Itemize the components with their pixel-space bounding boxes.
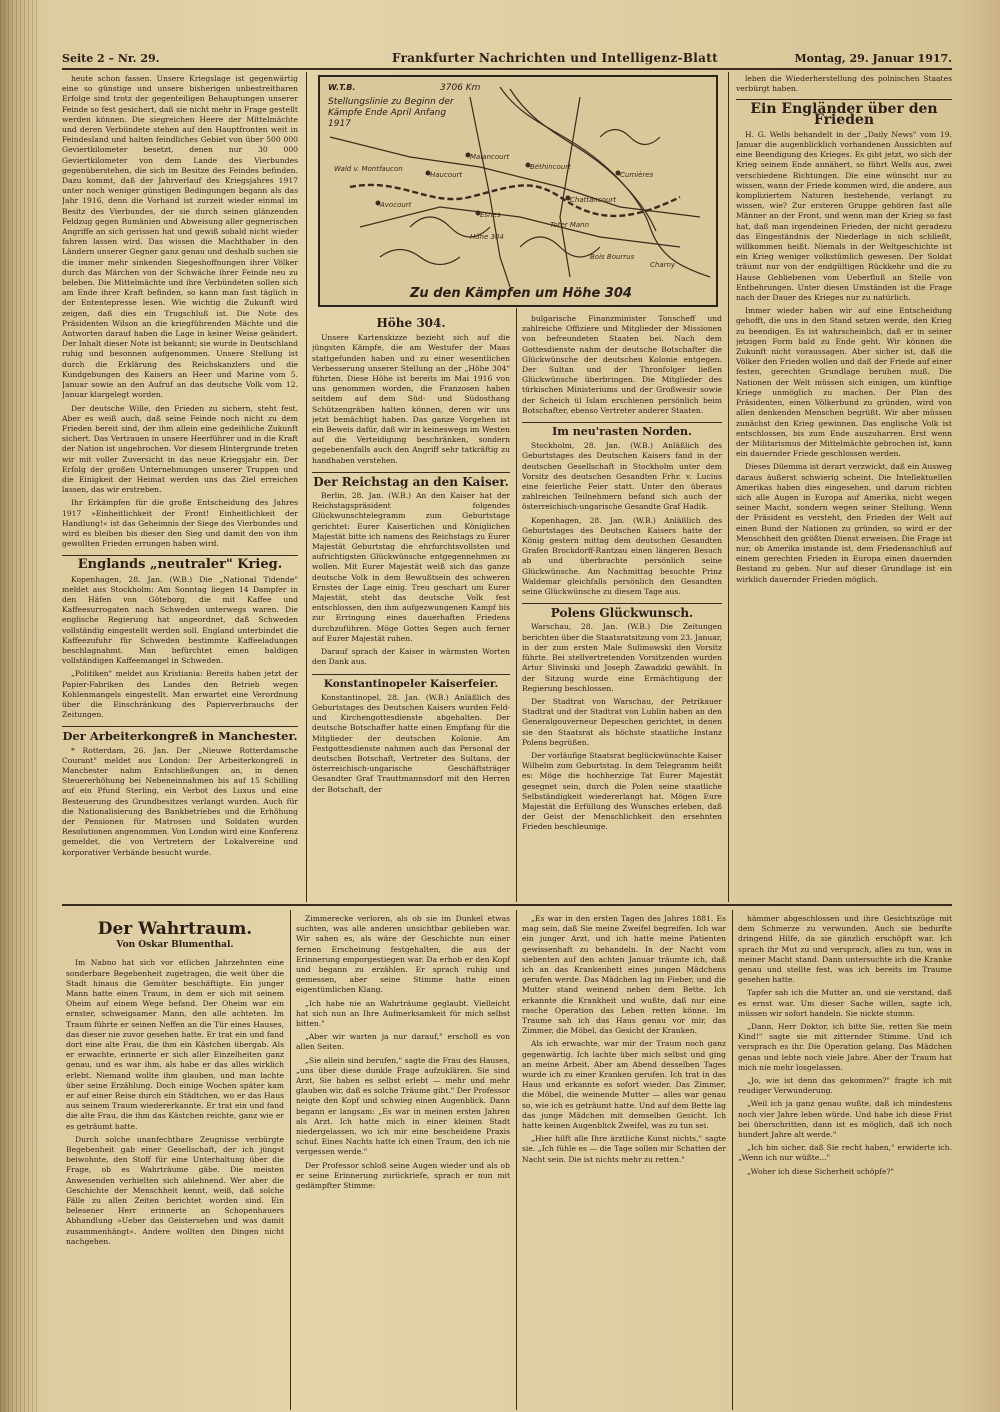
- headline-rule: [522, 603, 722, 604]
- map-source-label: W.T.B.: [328, 83, 356, 92]
- headline-rule: [62, 726, 298, 727]
- map-place-label: Charny: [650, 261, 676, 269]
- map-hill-contour: [520, 237, 600, 257]
- map-place-label: Höhe 304: [470, 233, 504, 241]
- map-place-label: Bois Bourrus: [590, 253, 635, 261]
- article-text: Ihr Erkämpfen für die große Entscheidung des Jahres 1917 »Einheitlichkeit der Front! Einheitlichkeit der Handlung!« ist das Geheimnis der Siege des Vierbundes und wird es bleiben bis dieser den Sieg und damit den von ihm gewollten Frieden errungen haben wird.: [62, 498, 298, 549]
- story-text: „Ich habe nie an Wahrträume geglaubt. Vielleicht hat sich nun an Ihre Aufmerksamkeit für mich selbst bitten.": [296, 998, 510, 1029]
- map-place-label: Avocourt: [380, 201, 412, 209]
- article-text: leben die Wiederherstellung des polnischen Staates verbürgt haben.: [736, 74, 952, 94]
- headline-rule: [312, 472, 510, 473]
- column-rule: [306, 72, 307, 902]
- article-text: bulgarische Finanzminister Tonscheff und zahlreiche Offiziere und Mitglieder der Missionen von befreundeten Staaten bei. Nach dem Gottesdienste nahm der deutsche Botschafter die Glückwünsche der deutschen Kolonie entgegen. Der Sultan und der Thronfolger ließen Glückwünsche überbringen. Die Mitglieder des türkischen Ministeriums und der Großwesir sowie der Scheich ül Islam erschienen persönlich beim Botschafter, ebenso Vertreter anderer Staaten.: [522, 314, 722, 415]
- map-town-marker: [526, 163, 531, 168]
- map-town-marker: [566, 196, 571, 201]
- map-hill-contour: [380, 250, 460, 265]
- headline-neutraler-norden: Im neu'rasten Norden.: [552, 425, 692, 439]
- column-rule: [290, 910, 291, 1410]
- headline-rule: [62, 555, 298, 556]
- article-text: Darauf sprach der Kaiser in wärmsten Worten den Dank aus.: [312, 647, 510, 667]
- story-text: „Aber wir warten ja nur darauf," erscholl es von allen Seiten.: [296, 1032, 510, 1052]
- column-4: [736, 74, 952, 902]
- story-text: „Woher ich diese Sicherheit schöpfe?": [747, 1166, 895, 1176]
- story-title: Der Wahrtraum.: [97, 919, 253, 939]
- story-text: Im Nabno hat sich vor etlichen Jahrzehnten eine sonderbare Begebenheit zugetragen, die weit über die Stadt hinaus die Gemüter beschäftigte. Ein junger Mann hatte einen Traum, in dem er sich mit seinem Oheim auf einem Wege befand. Der Oheim war ein ernster, schweigsamer Mann, den alle achteten. Im Traum führte er seinen Neffen an die Tür eines Hauses, das dieser nie zuvor gesehen hatte. Er trat ein und fand dort eine alte Frau, die ihm ein Kästchen übergab. Als er erwachte, erinnerte er sich aller Einzelheiten ganz genau, und es war ihm, als habe er das alles wirklich erlebt. Niemand wollte ihm glauben, und man lachte über seine Erzählung. Doch einige Wochen später kam er auf einer Reise durch ein Städtchen, wo er das Haus aus seinem Traum wiedererkannte. Er trat ein und fand die alte Frau, die ihm das Kästchen reichte, ganz wie er es geträumt hatte.: [66, 958, 284, 1131]
- story-text: „Hier hilft alle Ihre ärztliche Kunst nichts," sagte sie. „Ich fühle es — die Tage sollen mir Schatten der Nacht sein. Die ist nichts mehr zu retten.": [522, 1134, 726, 1164]
- map-town-marker: [376, 201, 381, 206]
- map-place-label: Wald v. Montfaucon: [334, 165, 403, 173]
- story-text: „Ich bin sicher, daß Sie recht haben," erwiderte ich. „Wenn ich nur wüßte...": [738, 1143, 952, 1163]
- story-text: Zimmerecke verloren, als ob sie im Dunkel etwas suchten, was alle anderen unsichtbar geblieben war. Wir sahen es, als wäre der Geschichte nun einer fernen Erscheinung festgehalten, die aus der Erinnerung emporgestiegen war. Da erhob er den Kopf und begann zu erzählen. Er sprach ruhig und gemessen, aber seine Stimme hatte einen eigentümlichen Klang.: [296, 914, 510, 995]
- headline-englaender-frieden: Ein Engländer über den Frieden: [750, 101, 938, 128]
- map-town-marker: [616, 171, 621, 176]
- headline-englands-krieg: Englands „neutraler" Krieg.: [77, 557, 283, 573]
- map-place-label: Toter Mann: [550, 221, 590, 229]
- map-place-label: Esnes: [480, 211, 501, 219]
- story-text: „Jo, wie ist denn das gekommen?" fragte ich mit reudiger Verwunderung.: [738, 1076, 952, 1096]
- map-caption: Zu den Kämpfen um Höhe 304: [410, 286, 632, 301]
- map-town-marker: [476, 211, 481, 216]
- page-binding-edge: [0, 0, 40, 1412]
- story-text: Der Professor schloß seine Augen wieder und als ob er seine Erinnerung zurückriefe, sprach er nun mit gedämpfter Stimme:: [296, 1160, 510, 1191]
- story-text: „Weil ich ja ganz genau wußte, daß ich mindestens noch vier Jahre leben würde. Und habe ich diese Frist bei überschritten, dann ist es möglich, daß ich noch hundert Jahre alt werde.": [738, 1099, 952, 1140]
- headline-konstantinopel: Konstantinopeler Kaiserfeier.: [323, 677, 499, 690]
- article-text: „Politiken" meldet aus Kristiania: Bereits haben jetzt der Papier-Fabriken des Landes den Betrieb wegen Kohlenmangels eingestellt. Man erwartet eine Verordnung über die Einschränkung des Papierverbrauchs der Zeitungen.: [62, 669, 298, 720]
- issue-date: Montag, 29. Januar 1917.: [794, 52, 952, 65]
- page-number: Seite 2 – Nr. 29.: [62, 52, 160, 65]
- headline-rule: [312, 674, 510, 675]
- article-text: Kopenhagen, 28. Jan. (W.B.) Die „National Tidende" meldet aus Stockholm: Am Sonntag liegen 14 Dampfer in den Häfen von Göteborg, die mit Kaffee und Kaffeesurrogaten nach Schweden unterwegs waren. Die englische Regierung hat angeordnet, daß Schweden vollständig eingestellt werden soll. England unterbindet die Kaffeezufuhr für Schweden bestimmte Kaffeeladungen beschlagnahmt. Man befürchtet einen baldigen vollständigen Kaffeemangel in Schweden.: [62, 574, 298, 666]
- map-town-marker: [466, 153, 471, 158]
- article-text: Warschau, 28. Jan. (W.B.) Die Zeitungen berichten über die Staatsratsitzung vom 23. Januar, in der zum ersten Male Sulimowski den Vorsitz führte. Bei stellvertretenden Vorsitzenden wurden Artur Slivinski und Joseph Zawadzki gewählt. In der Sitzung wurde eine Ermächtigung der Regierung beschlossen.: [522, 622, 722, 693]
- article-text: Dieses Dilemma ist derart verzwickt, daß ein Ausweg daraus äußerst schwierig scheint. Die Intellektuellen Amerikas haben dies eingesehen, und darum richten sich alle Augen in Europa auf Amerika, nicht wegen seiner Macht, sondern wegen seiner Stellung. Wenn der Präsident es versteht, den Frieden der Welt auf einen Bund der Nationen zu gründen, so wird er der Menschheit den größten Dienst erweisen. Die Frage ist nur, ob Amerika imstande ist, dem Friedensschluß auf einem gerechten Frieden in Europa einen dauernden Bestand zu geben. Nur auf dieser Grundlage ist ein wirklich dauernder Frieden möglich.: [736, 462, 952, 584]
- story-text: „Es war in den ersten Tagen des Jahres 1881. Es mag sein, daß Sie meine Zweifel begreifen. Ich war ein junger Arzt, und ich hatte meine Patienten gewissenhaft zu behandeln. In der Nacht vom siebenten auf den achten Januar träumte ich, daß ich an das Krankenbett eines jungen Mädchens gerufen werde. Das Mädchen lag im Fieber, und die Mutter stand weinend neben dem Bette. Ich erkannte die Krankheit und wußte, daß nur eine rasche Operation das Leben retten könne. Im Traume sah ich das Haus genau vor mir, das Zimmer, die Möbel, das Gesicht der Kranken.: [522, 914, 726, 1036]
- column-rule: [732, 910, 733, 1410]
- column-2: [312, 314, 510, 902]
- story-text: Als ich erwachte, war mir der Traum noch ganz gegenwärtig. Ich lachte über mich selbst und ging an meine Arbeit. Aber am Abend desselben Tages wurde ich zu einer Kranken gerufen. Ich trat in das Haus und erkannte es sofort wieder. Das Zimmer, die Möbel, die weinende Mutter — alles war genau so, wie ich es geträumt hatte. Und auf dem Bette lag das junge Mädchen mit demselben Gesicht. Ich hatte keinen Augenblick Zweifel, was zu tun sei.: [522, 1039, 726, 1131]
- map-place-label: Chattancourt: [570, 196, 617, 204]
- article-text: Stockholm, 28. Jan. (W.B.) Anläßlich des Geburtstages des Deutschen Kaisers fand in der deutschen Gesellschaft in Stockholm unter dem Vorsitz des deutschen Gesandten Frhr. v. Lucius eine feierliche Feier statt. Unter den überaus zahlreichen Teilnehmern befand sich auch der österreichisch-ungarische Gesandte Graf Hadik.: [522, 441, 722, 512]
- map-scale-label: 3706 Km: [440, 83, 481, 93]
- map-road: [470, 97, 510, 287]
- article-text: * Rotterdam, 26. Jan. Der „Nieuwe Rotterdamsche Courant" meldet aus London: Der Arbeiterkongreß in Manchester nahm Entschließungen an, in denen Steuererhöhung bei Nebeneinnahmen bis auf 15 Schilling auf ein Pfund Sterling, ein Verbot des Luxus und eine Besteuerung des Grundbesitzes verlangt wurden. Auch für die Nationalisierung des Bankbetriebes und die Erhöhung der Pensionen für Matrosen und Soldaten wurden Resolutionen angenommen. Von London wird eine Konferenz gemeldet, die von Vertretern der Lokalvereine und korporativer Verbände besucht wurde.: [62, 745, 298, 857]
- article-text: Berlin, 28. Jan. (W.B.) An den Kaiser hat der Reichstagspräsident folgendes Glückwunschtelegramm zum Geburtstage gerichtet: Eurer Kaiserlichen und Königlichen Majestät bitte ich namens des Reichstags zu Eurer Majestät Geburtstag die ehrfurchtsvollsten und aufrichtigsten Glückwünsche entgegennehmen zu wollen. Mit Eurer Majestät weiß sich das ganze deutsche Volk in dem Bewußtsein des schweren Ernstes der Lage einig. Treu geschart um Eurer Majestät, steht das deutsche Volk fest entschlossen, den ihm aufgezwungenen Kampf bis zur Erringung eines dauerhaften Friedens durchzuführen. Möge Gottes Segen auch ferner auf Eurer Majestät ruhen.: [312, 491, 510, 643]
- column-rule: [728, 72, 729, 902]
- headline-reichstag-kaiser: Der Reichstag an den Kaiser.: [313, 474, 509, 489]
- headline-rule: [522, 422, 722, 423]
- story-text: „Sie allein sind berufen," sagte die Frau des Hauses, „uns über diese dunkle Frage aufzuklären. Sie sind Arzt, Sie haben es selbst erlebt — mehr und mehr glauben wir, daß es solche Träume gibt." Der Professor neigte den Kopf und schwieg einen Augenblick. Dann begann er langsam: „Es war in meinen ersten Jahren als Arzt. Ich hatte mich in einer kleinen Stadt niedergelassen, wo ich mir eine bescheidene Praxis schuf. Eines Nachts hatte ich einen Traum, den ich nie vergessen werde.": [296, 1055, 510, 1157]
- story-text: „Dann, Herr Doktor, ich bitte Sie, retten Sie mein Kind!" sagte sie mit zitternder Stimme. Und ich versprach es ihr. Die Operation gelang. Das Mädchen genas und lebte noch viele Jahre. Aber der Traum hat mich nie mehr losgelassen.: [738, 1022, 952, 1072]
- headline-rule: [736, 99, 952, 100]
- story-text: Tapfer sah ich die Mutter an, und sie verstand, daß es ernst war. Um dieser Sache willen, sagte ich, müssen wir sofort handeln. Sie nickte stumm.: [738, 988, 952, 1018]
- map-place-label: Malancourt: [470, 153, 510, 161]
- story-author: Von Oskar Blumenthal.: [116, 940, 234, 951]
- article-text: Unsere Kartenskizze bezieht sich auf die jüngsten Kämpfe, die am Westufer der Maas stattgefunden haben und zu einer wesentlichen Verbesserung unserer Stellung an der „Höhe 304" führten. Diese Höhe ist bereits im Mai 1916 von uns genommen worden, die Franzosen haben seitdem auf dem Süd- und Südosthang Schützengräben halten können, deren wir uns jetzt bemächtigt haben. Das ganze Vorgehen ist ein Beweis dafür, daß wir in keineswegs im Westen auf die Verteidigung beschränken, sondern gegebenenfalls auch den Angriff sehr tatkräftig zu handhaben verstehen.: [312, 333, 510, 465]
- map-place-label: Haucourt: [430, 171, 463, 179]
- page-header: [62, 50, 952, 70]
- article-text: H. G. Wells behandelt in der „Daily News" vom 19. Januar die augenblicklich vorhandenen Aussichten auf eine Beendigung des Krieges. Es gibt jetzt, wo sich der Krieg seinem Ende annähert, so führt Wells aus, zwei verschiedene Richtungen. Die eine wünscht nur zu wissen, wann der Friede kommen wird, die andere, aus kompliziertem Naturen bestehende, verlangt zu wissen, wie? Zur ersteren Gruppe gehören fast alle Männer an der Front, und wenn man der Krieg so fast hat, daß man irgendeinen Frieden, der nicht geradezu das Eingeständnis der Niederlage in sich schließt, willkommen heißt. Niemals in der Weltgeschichte ist ein Krieg weniger volkstümlich gewesen. Der Soldat träumt nur von der endgültigen Rückkehr und die zu Hause Gebliebenen vom Ueberfluß an Stelle von Entbehrungen. Unter diesen Umständen ist die Frage nach der Dauer des Krieges nur zu natürlich.: [736, 129, 952, 303]
- column-3: [522, 314, 722, 902]
- article-text: Der deutsche Wille, den Frieden zu sichern, steht fest. Aber es weiß auch, daß seine Feinde noch nicht zu dem Frieden bereit sind, der ihm allein eine gedeihliche Zukunft sichert. Das Vertrauen in unsere Heerführer und in die Kraft der Nation ist ungebrochen. Vor diesem Hintergrunde treten wir mit voller Zuversicht in das neue Kriegsjahr ein. Der Erfolg der großen Unternehmungen unserer Truppen und die Einigkeit der Heimat werden uns das Ziel erreichen lassen, das wir erstreben.: [62, 403, 298, 495]
- map-place-label: Béthincourt: [530, 163, 571, 171]
- map-legend: Stellungslinie zu Beginn der Kämpfe Ende April Anfang 1917: [328, 97, 454, 129]
- battle-map-hoehe-304: [318, 75, 718, 307]
- article-text: Konstantinopel, 28. Jan. (W.B.) Anläßlich des Geburtstages des Deutschen Kaisers wurden Feld- und Kirchengottesdienste abgehalten. Der deutsche Botschafter hatte einen Empfang für die Mitglieder der deutschen Kolonie. Am Festgottesdienste nahmen auch das Personal der deutschen Botschaft, Vertreter des Sultans, der österreichisch-ungarische Geschäftsträger Gesandter Graf Trauttmannsdorf mit den Herren der Botschaft, der: [312, 692, 510, 794]
- map-place-label: Cumières: [620, 171, 654, 179]
- article-text: Immer wieder haben wir auf eine Entscheidung gehofft, die uns in den Stand setzen werde, den Krieg zu beendigen. Es ist wahrscheinlich, daß er in seiner jetzigen Form bald zu Ende geht. Wir können die Zukunft nicht voraussagen. Aber sicher ist, daß die Völker den Frieden wollen und daß der Friede auf einer festen, gerechten Grundlage beruhen muß. Die Nationen der Welt müssen sich einigen, um künftige Kriege unmöglich zu machen. Der Plan des Präsidenten, einen Völkerbund zu gründen, wird von allen denkenden Menschen begrüßt. Wir aber müssen zunächst den Krieg gewinnen. Das englische Volk ist entschlossen, bis zum Ende auszuharren. Erst wenn der Militarismus der Mittelmächte gebrochen ist, kann ein dauernder Friede geschlossen werden.: [736, 306, 952, 459]
- headline-arbeiterkongress: Der Arbeiterkongreß in Manchester.: [62, 729, 298, 744]
- article-text: Der Stadtrat von Warschau, der Petrikauer Stadtrat und der Stadtrat von Lublin haben an den Generalgouverneur Depeschen gerichtet, in denen sie den Staatsrat als höchste staatliche Instanz Polens begrüßen.: [522, 696, 722, 747]
- map-town-marker: [426, 171, 431, 176]
- article-text: heute schon fassen. Unsere Kriegslage ist gegenwärtig eine so günstige und unsere bisherigen unbestreitbaren Erfolge sind trotz der gegenteiligen Behauptungen unserer Feinde so fest gesichert, daß sie nicht mehr in Frage gestellt werden können. Die siegreichen Heere der Mittelmächte und deren Verbündete stehen auf den Hauptfronten weit in Feindesland und halten feindliches Gebiet von über 500 000 Geviertkilometer besetzt, denen nur 30 000 Geviertkilometer von dem Lande des Vierbundes gegenüberstehen, die sich im Besitze des Feindes befinden. Dazu kommt, daß der Jahrverlauf des Kriegsjahres 1917 unter noch weniger günstigen Bedingungen begann als das Jahr 1916, denn die Vorhand ist zurzeit wieder einmal im Besitz des Vierbundes, der sie durch seinen glänzenden Feldzug gegen Rumänien und Abweisung aller gegnerischen Angriffe an sich gerissen hat und gewiß sobald nicht wieder fahren lassen wird. Das wissen die Machthaber in den Ländern unserer Gegner ganz genau und deshalb suchen sie die immer mehr sinkenden Siegeshoffnungen ihrer Völker durch das Märchen von der Schwäche ihrer Feinde neu zu beleben. Die Mittelmächte und ihre Verbündeten sollen sich am Ende ihrer Kraft befinden, so kann man fast täglich in der Ententepresse lesen. Wie wichtig die Zukunft wird zeigen, daß dies ein Trugschluß ist. Die Note des Präsidenten Wilson an die kriegführenden Mächte und die Antworten darauf haben die Lage in keiner Weise geändert. Der Inhalt dieser Note ist bekannt; sie wurde in Deutschland ruhig und besonnen aufgenommen. Unsere Stellung ist durch die Erklärung des Reichskanzlers und die Kundgebungen des Kaisers an Heer und Marine vom 5. Januar sowie an den Aufruf an das deutsche Volk vom 12. Januar klargelegt worden.: [62, 74, 298, 400]
- column-rule: [516, 910, 517, 1410]
- column-rule: [516, 308, 517, 902]
- column-1: [62, 74, 298, 902]
- story-column-1: [66, 914, 284, 1408]
- story-column-3: [522, 914, 726, 1408]
- feuilleton-divider: [62, 904, 952, 906]
- story-text: Durch solche unanfechtbare Zeugnisse verbürgte Begebenheit gab einer Gesellschaft, der ich jüngst beiwohnte, den Stoff für eine Unterhaltung über die Frage, ob es Wahrträume gäbe. Die meisten Anwesenden verhielten sich ablehnend. Wer aber die Geschichte der Menschheit kennt, weiß, daß solche Fälle zu allen Zeiten berichtet worden sind. Ein belesener Herr erinnerte an Schopenhauers Abhandlung »Ueber das Geistersehen und was damit zusammenhängt«. Andere wollten den Dingen nicht nachgehen.: [66, 1134, 284, 1246]
- map-hill-contour: [600, 130, 660, 145]
- newspaper-title: Frankfurter Nachrichten und Intelligenz-Blatt: [392, 51, 718, 65]
- headline-hoehe-304: Höhe 304.: [376, 316, 446, 330]
- story-text: hämmer abgeschlossen und ihre Gesichtszüge mit dem Schmerze zu verwunden. Auch sie bedurfte dringend Hilfe, da sie gänzlich erschöpft war. Ich sprach ihr Mut zu und versprach, alles zu tun, was in meiner Macht stand. Dann untersuchte ich die Kranke genau und stellte fest, was ich bereits im Traume gesehen hatte.: [738, 914, 952, 985]
- story-column-4: [738, 914, 952, 1408]
- article-text: Kopenhagen, 28. Jan. (W.B.) Anläßlich des Geburtstages des Deutschen Kaisers hatte der König gestern mittag dem deutschen Gesandten Grafen Brockdorff-Rantzau einen längeren Besuch ab und überbrachte persönlich seine Glückwünsche. Am Nachmittag besuchte Prinz Waldemar gleichfalls persönlich den Gesandten seine Glückwünsche zu diesem Tage aus.: [522, 515, 722, 597]
- headline-polens-glueckwunsch: Polens Glückwunsch.: [550, 606, 694, 621]
- map-road: [360, 207, 680, 247]
- story-column-2: [296, 914, 510, 1408]
- map-river: [510, 89, 656, 231]
- article-text: Der vorläufige Staatsrat beglückwünschte Kaiser Wilhelm zum Geburtstag. In dem Telegramm heißt es: Möge die hochherzige Tat Eurer Majestät gesegnet sein, durch die Polen seine staatliche Selbständigkeit wiedererlangt hat. Mögen Eure Majestät die Erfüllung des Wunsches erleben, daß der Geist der Menschlichkeit den ersehnten Frieden beschleunige.: [522, 750, 722, 832]
